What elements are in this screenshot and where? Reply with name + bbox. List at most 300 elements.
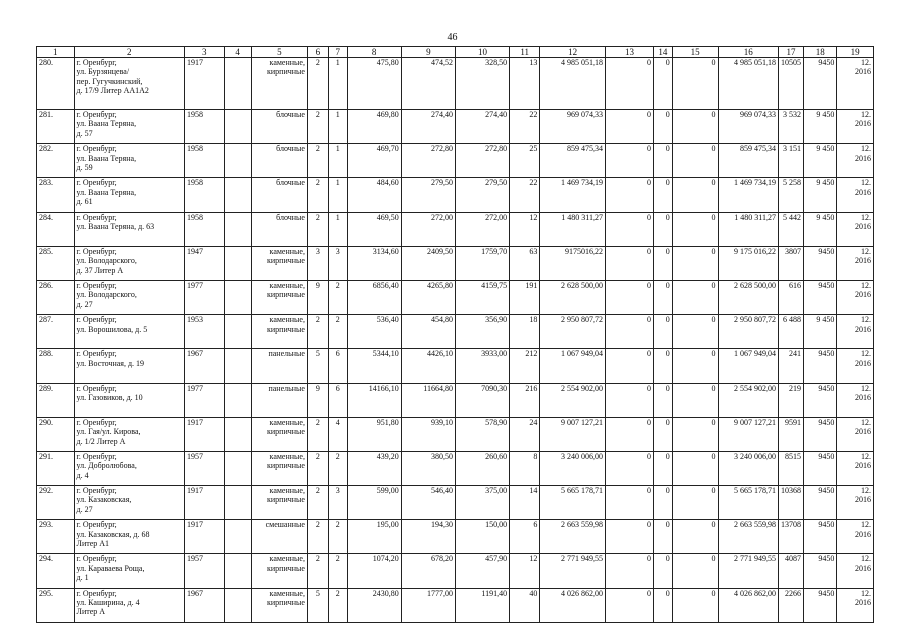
cell-area-living: 678,20: [401, 554, 455, 588]
cell-entrances: 2: [328, 280, 347, 314]
column-header: 13: [606, 47, 654, 58]
cell-specific-cost: 10505: [779, 58, 804, 110]
table-row: [37, 144, 874, 178]
table-row: [37, 383, 874, 417]
cell-year: 1977: [185, 383, 225, 417]
cell-floors: 2: [307, 520, 328, 554]
cell-year: 1917: [185, 417, 225, 451]
cell-address: г. Оренбург, ул. Восточная, д. 19: [74, 349, 184, 383]
page-number: 46: [447, 32, 458, 43]
cell-c15: 0: [672, 554, 718, 588]
cell-c4: [224, 486, 251, 520]
column-header: 4: [224, 47, 251, 58]
table-row: [37, 178, 874, 212]
cell-material: блочные: [251, 110, 307, 144]
cell-c4: [224, 554, 251, 588]
column-header: 8: [347, 47, 401, 58]
cell-cost-owners: 2 628 500,00: [718, 280, 778, 314]
cell-floors: 2: [307, 178, 328, 212]
cell-area-residential: 578,90: [455, 417, 509, 451]
cell-c14: 0: [653, 178, 672, 212]
table-row: [37, 417, 874, 451]
cell-area-total: 439,20: [347, 451, 401, 485]
cell-year: 1957: [185, 554, 225, 588]
cell-entrances: 2: [328, 315, 347, 349]
cell-floors: 2: [307, 417, 328, 451]
column-header: 17: [779, 47, 804, 58]
cell-c14: 0: [653, 520, 672, 554]
cell-max-cost: 9450: [804, 417, 837, 451]
cell-residents: 6: [510, 520, 540, 554]
cell-residents: 12: [510, 212, 540, 246]
cell-num: 295.: [37, 588, 75, 622]
cell-area-residential: 272,00: [455, 212, 509, 246]
cell-c14: 0: [653, 144, 672, 178]
cell-num: 294.: [37, 554, 75, 588]
cell-entrances: 6: [328, 349, 347, 383]
cell-area-living: 272,00: [401, 212, 455, 246]
table-row: [37, 110, 874, 144]
cell-c14: 0: [653, 417, 672, 451]
cell-area-living: 4265,80: [401, 280, 455, 314]
cell-num: 289.: [37, 383, 75, 417]
cell-cost-owners: 3 240 006,00: [718, 451, 778, 485]
cell-material: панельные: [251, 383, 307, 417]
cell-cost-total: 3 240 006,00: [540, 451, 606, 485]
cell-c14: 0: [653, 315, 672, 349]
cell-entrances: 2: [328, 451, 347, 485]
cell-material: панельные: [251, 349, 307, 383]
cell-cost-total: 4 026 862,00: [540, 588, 606, 622]
cell-date: 12. 2016: [837, 280, 874, 314]
cell-area-total: 536,40: [347, 315, 401, 349]
cell-c4: [224, 178, 251, 212]
cell-cost-total: 969 074,33: [540, 110, 606, 144]
cell-c4: [224, 451, 251, 485]
cell-cost-total: 4 985 051,18: [540, 58, 606, 110]
cell-year: 1917: [185, 58, 225, 110]
cell-cost-owners: 2 663 559,98: [718, 520, 778, 554]
cell-entrances: 2: [328, 588, 347, 622]
cell-entrances: 2: [328, 520, 347, 554]
cell-area-residential: 272,80: [455, 144, 509, 178]
cell-area-total: 484,60: [347, 178, 401, 212]
cell-c13: 0: [606, 280, 654, 314]
cell-year: 1958: [185, 144, 225, 178]
cell-date: 12. 2016: [837, 349, 874, 383]
table-row: [37, 486, 874, 520]
cell-cost-owners: 9 175 016,22: [718, 246, 778, 280]
cell-date: 12. 2016: [837, 451, 874, 485]
cell-residents: 8: [510, 451, 540, 485]
cell-specific-cost: 3 151: [779, 144, 804, 178]
cell-residents: 24: [510, 417, 540, 451]
cell-max-cost: 9450: [804, 486, 837, 520]
cell-year: 1958: [185, 110, 225, 144]
cell-area-living: 11664,80: [401, 383, 455, 417]
cell-specific-cost: 8515: [779, 451, 804, 485]
cell-num: 281.: [37, 110, 75, 144]
cell-year: 1947: [185, 246, 225, 280]
cell-area-total: 3134,60: [347, 246, 401, 280]
cell-address: г. Оренбург, ул. Ваана Теряна, д. 57: [74, 110, 184, 144]
cell-area-total: 469,50: [347, 212, 401, 246]
cell-date: 12. 2016: [837, 178, 874, 212]
cell-entrances: 1: [328, 144, 347, 178]
cell-max-cost: 9450: [804, 588, 837, 622]
table-row: [37, 554, 874, 588]
cell-date: 12. 2016: [837, 58, 874, 110]
cell-max-cost: 9450: [804, 554, 837, 588]
cell-c14: 0: [653, 212, 672, 246]
cell-date: 12. 2016: [837, 520, 874, 554]
cell-entrances: 1: [328, 178, 347, 212]
cell-area-residential: 279,50: [455, 178, 509, 212]
cell-max-cost: 9450: [804, 349, 837, 383]
column-header: 18: [804, 47, 837, 58]
cell-address: г. Оренбург, ул. Каширина, д. 4 Литер А: [74, 588, 184, 622]
cell-address: г. Оренбург, ул. Казаковская, д. 27: [74, 486, 184, 520]
cell-floors: 9: [307, 280, 328, 314]
cell-area-residential: 356,90: [455, 315, 509, 349]
cell-max-cost: 9450: [804, 58, 837, 110]
cell-num: 284.: [37, 212, 75, 246]
cell-address: г. Оренбург, ул. Ворошилова, д. 5: [74, 315, 184, 349]
cell-address: г. Оренбург, ул. Газовиков, д. 10: [74, 383, 184, 417]
cell-area-total: 469,70: [347, 144, 401, 178]
cell-c14: 0: [653, 280, 672, 314]
cell-address: г. Оренбург, ул. Караваева Роща, д. 1: [74, 554, 184, 588]
cell-cost-total: 2 554 902,00: [540, 383, 606, 417]
cell-num: 293.: [37, 520, 75, 554]
cell-residents: 191: [510, 280, 540, 314]
cell-cost-owners: 969 074,33: [718, 110, 778, 144]
cell-specific-cost: 5 258: [779, 178, 804, 212]
cell-num: 292.: [37, 486, 75, 520]
cell-specific-cost: 2266: [779, 588, 804, 622]
column-header: 16: [718, 47, 778, 58]
cell-max-cost: 9 450: [804, 315, 837, 349]
cell-floors: 5: [307, 588, 328, 622]
cell-area-living: 4426,10: [401, 349, 455, 383]
cell-cost-owners: 9 007 127,21: [718, 417, 778, 451]
cell-cost-owners: 1 480 311,27: [718, 212, 778, 246]
cell-c13: 0: [606, 383, 654, 417]
cell-max-cost: 9 450: [804, 212, 837, 246]
cell-c13: 0: [606, 178, 654, 212]
cell-c15: 0: [672, 110, 718, 144]
cell-material: блочные: [251, 144, 307, 178]
cell-specific-cost: 6 488: [779, 315, 804, 349]
cell-c14: 0: [653, 110, 672, 144]
cell-entrances: 3: [328, 246, 347, 280]
cell-area-residential: 1191,40: [455, 588, 509, 622]
cell-material: блочные: [251, 178, 307, 212]
cell-c15: 0: [672, 383, 718, 417]
cell-address: г. Оренбург, ул. Володарского, д. 37 Литер А: [74, 246, 184, 280]
cell-c14: 0: [653, 486, 672, 520]
table-row: [37, 588, 874, 622]
cell-cost-total: 859 475,34: [540, 144, 606, 178]
cell-c13: 0: [606, 349, 654, 383]
cell-c4: [224, 58, 251, 110]
cell-year: 1958: [185, 212, 225, 246]
cell-specific-cost: 219: [779, 383, 804, 417]
cell-specific-cost: 3 532: [779, 110, 804, 144]
column-header: 12: [540, 47, 606, 58]
cell-year: 1958: [185, 178, 225, 212]
cell-residents: 25: [510, 144, 540, 178]
cell-cost-owners: 5 665 178,71: [718, 486, 778, 520]
cell-max-cost: 9450: [804, 246, 837, 280]
cell-address: г. Оренбург, ул. Ваана Теряна, д. 63: [74, 212, 184, 246]
cell-material: каменные, кирпичные: [251, 486, 307, 520]
cell-material: каменные, кирпичные: [251, 58, 307, 110]
cell-area-residential: 150,00: [455, 520, 509, 554]
cell-area-living: 194,30: [401, 520, 455, 554]
cell-residents: 14: [510, 486, 540, 520]
cell-area-total: 475,80: [347, 58, 401, 110]
cell-area-residential: 7090,30: [455, 383, 509, 417]
cell-num: 291.: [37, 451, 75, 485]
cell-cost-total: 9175016,22: [540, 246, 606, 280]
cell-c15: 0: [672, 212, 718, 246]
cell-area-total: 195,00: [347, 520, 401, 554]
cell-c4: [224, 417, 251, 451]
cell-date: 12. 2016: [837, 212, 874, 246]
housing-register-table: [36, 46, 874, 623]
cell-cost-total: 2 771 949,55: [540, 554, 606, 588]
cell-address: г. Оренбург, ул. Володарского, д. 27: [74, 280, 184, 314]
column-number-header-row: [37, 47, 874, 58]
column-header: 7: [328, 47, 347, 58]
cell-cost-total: 5 665 178,71: [540, 486, 606, 520]
cell-max-cost: 9 450: [804, 110, 837, 144]
cell-cost-owners: 1 067 949,04: [718, 349, 778, 383]
cell-cost-total: 2 663 559,98: [540, 520, 606, 554]
cell-cost-total: 1 480 311,27: [540, 212, 606, 246]
cell-area-total: 14166,10: [347, 383, 401, 417]
cell-year: 1917: [185, 520, 225, 554]
cell-date: 12. 2016: [837, 144, 874, 178]
cell-max-cost: 9450: [804, 280, 837, 314]
cell-date: 12. 2016: [837, 246, 874, 280]
cell-area-living: 546,40: [401, 486, 455, 520]
cell-entrances: 1: [328, 58, 347, 110]
table-row: [37, 349, 874, 383]
cell-c4: [224, 315, 251, 349]
cell-num: 283.: [37, 178, 75, 212]
cell-specific-cost: 3807: [779, 246, 804, 280]
cell-c14: 0: [653, 349, 672, 383]
cell-year: 1917: [185, 486, 225, 520]
cell-year: 1967: [185, 588, 225, 622]
cell-material: смешанные: [251, 520, 307, 554]
cell-entrances: 2: [328, 554, 347, 588]
cell-c4: [224, 280, 251, 314]
cell-material: блочные: [251, 212, 307, 246]
cell-cost-owners: 2 950 807,72: [718, 315, 778, 349]
cell-c13: 0: [606, 315, 654, 349]
cell-area-total: 951,80: [347, 417, 401, 451]
cell-specific-cost: 9591: [779, 417, 804, 451]
cell-c15: 0: [672, 315, 718, 349]
cell-c14: 0: [653, 58, 672, 110]
cell-residents: 216: [510, 383, 540, 417]
cell-cost-owners: 1 469 734,19: [718, 178, 778, 212]
cell-num: 288.: [37, 349, 75, 383]
table-row: [37, 280, 874, 314]
cell-floors: 9: [307, 383, 328, 417]
cell-date: 12. 2016: [837, 417, 874, 451]
cell-residents: 22: [510, 110, 540, 144]
cell-c13: 0: [606, 110, 654, 144]
column-header: 5: [251, 47, 307, 58]
cell-date: 12. 2016: [837, 110, 874, 144]
table-row: [37, 212, 874, 246]
cell-area-living: 380,50: [401, 451, 455, 485]
column-header: 2: [74, 47, 184, 58]
cell-c13: 0: [606, 554, 654, 588]
cell-c13: 0: [606, 246, 654, 280]
cell-address: г. Оренбург, ул. Ваана Теряна, д. 59: [74, 144, 184, 178]
cell-max-cost: 9450: [804, 451, 837, 485]
cell-cost-owners: 2 771 949,55: [718, 554, 778, 588]
cell-c4: [224, 383, 251, 417]
cell-c4: [224, 246, 251, 280]
table-row: [37, 246, 874, 280]
cell-c15: 0: [672, 144, 718, 178]
cell-area-residential: 457,90: [455, 554, 509, 588]
cell-c13: 0: [606, 212, 654, 246]
column-header: 19: [837, 47, 874, 58]
cell-c13: 0: [606, 58, 654, 110]
cell-date: 12. 2016: [837, 588, 874, 622]
cell-entrances: 1: [328, 212, 347, 246]
cell-floors: 3: [307, 246, 328, 280]
cell-entrances: 3: [328, 486, 347, 520]
cell-residents: 22: [510, 178, 540, 212]
cell-area-residential: 3933,00: [455, 349, 509, 383]
cell-residents: 12: [510, 554, 540, 588]
cell-address: г. Оренбург, ул. Гая/ул. Кирова, д. 1/2 Литер А: [74, 417, 184, 451]
cell-date: 12. 2016: [837, 315, 874, 349]
column-header: 9: [401, 47, 455, 58]
cell-c15: 0: [672, 520, 718, 554]
cell-area-total: 2430,80: [347, 588, 401, 622]
cell-area-residential: 1759,70: [455, 246, 509, 280]
cell-area-living: 474,52: [401, 58, 455, 110]
column-header: 15: [672, 47, 718, 58]
cell-c13: 0: [606, 417, 654, 451]
cell-floors: 2: [307, 451, 328, 485]
cell-area-total: 6856,40: [347, 280, 401, 314]
cell-c14: 0: [653, 246, 672, 280]
cell-date: 12. 2016: [837, 383, 874, 417]
cell-specific-cost: 616: [779, 280, 804, 314]
cell-material: каменные, кирпичные: [251, 588, 307, 622]
cell-material: каменные, кирпичные: [251, 315, 307, 349]
cell-num: 286.: [37, 280, 75, 314]
cell-floors: 2: [307, 212, 328, 246]
cell-c4: [224, 144, 251, 178]
cell-num: 282.: [37, 144, 75, 178]
cell-material: каменные, кирпичные: [251, 417, 307, 451]
column-header: 6: [307, 47, 328, 58]
cell-c15: 0: [672, 246, 718, 280]
cell-area-residential: 260,60: [455, 451, 509, 485]
cell-c13: 0: [606, 144, 654, 178]
cell-residents: 63: [510, 246, 540, 280]
cell-c4: [224, 520, 251, 554]
cell-residents: 40: [510, 588, 540, 622]
cell-material: каменные, кирпичные: [251, 451, 307, 485]
table-row: [37, 520, 874, 554]
cell-specific-cost: 4087: [779, 554, 804, 588]
cell-residents: 18: [510, 315, 540, 349]
cell-c15: 0: [672, 417, 718, 451]
column-header: 10: [455, 47, 509, 58]
cell-c14: 0: [653, 383, 672, 417]
cell-year: 1957: [185, 451, 225, 485]
cell-area-living: 1777,00: [401, 588, 455, 622]
cell-date: 12. 2016: [837, 486, 874, 520]
cell-residents: 13: [510, 58, 540, 110]
cell-year: 1967: [185, 349, 225, 383]
cell-area-living: 939,10: [401, 417, 455, 451]
cell-num: 290.: [37, 417, 75, 451]
cell-max-cost: 9450: [804, 520, 837, 554]
cell-entrances: 1: [328, 110, 347, 144]
cell-floors: 2: [307, 486, 328, 520]
cell-specific-cost: 5 442: [779, 212, 804, 246]
cell-residents: 212: [510, 349, 540, 383]
cell-c15: 0: [672, 178, 718, 212]
cell-address: г. Оренбург, ул. Казаковская, д. 68 Литер А1: [74, 520, 184, 554]
cell-floors: 2: [307, 58, 328, 110]
cell-cost-total: 9 007 127,21: [540, 417, 606, 451]
cell-specific-cost: 241: [779, 349, 804, 383]
cell-entrances: 6: [328, 383, 347, 417]
cell-c4: [224, 349, 251, 383]
cell-area-residential: 375,00: [455, 486, 509, 520]
table-row: [37, 58, 874, 110]
cell-date: 12. 2016: [837, 554, 874, 588]
column-header: 1: [37, 47, 75, 58]
cell-area-living: 272,80: [401, 144, 455, 178]
cell-num: 285.: [37, 246, 75, 280]
cell-max-cost: 9450: [804, 383, 837, 417]
cell-area-living: 279,50: [401, 178, 455, 212]
cell-material: каменные, кирпичные: [251, 280, 307, 314]
cell-c15: 0: [672, 349, 718, 383]
cell-material: каменные, кирпичные: [251, 554, 307, 588]
column-header: 3: [185, 47, 225, 58]
cell-year: 1953: [185, 315, 225, 349]
cell-c13: 0: [606, 486, 654, 520]
cell-cost-total: 2 950 807,72: [540, 315, 606, 349]
cell-floors: 2: [307, 315, 328, 349]
cell-c14: 0: [653, 588, 672, 622]
cell-c4: [224, 588, 251, 622]
column-header: 14: [653, 47, 672, 58]
cell-year: 1977: [185, 280, 225, 314]
cell-floors: 2: [307, 110, 328, 144]
cell-area-living: 274,40: [401, 110, 455, 144]
cell-max-cost: 9 450: [804, 144, 837, 178]
cell-max-cost: 9 450: [804, 178, 837, 212]
cell-num: 287.: [37, 315, 75, 349]
